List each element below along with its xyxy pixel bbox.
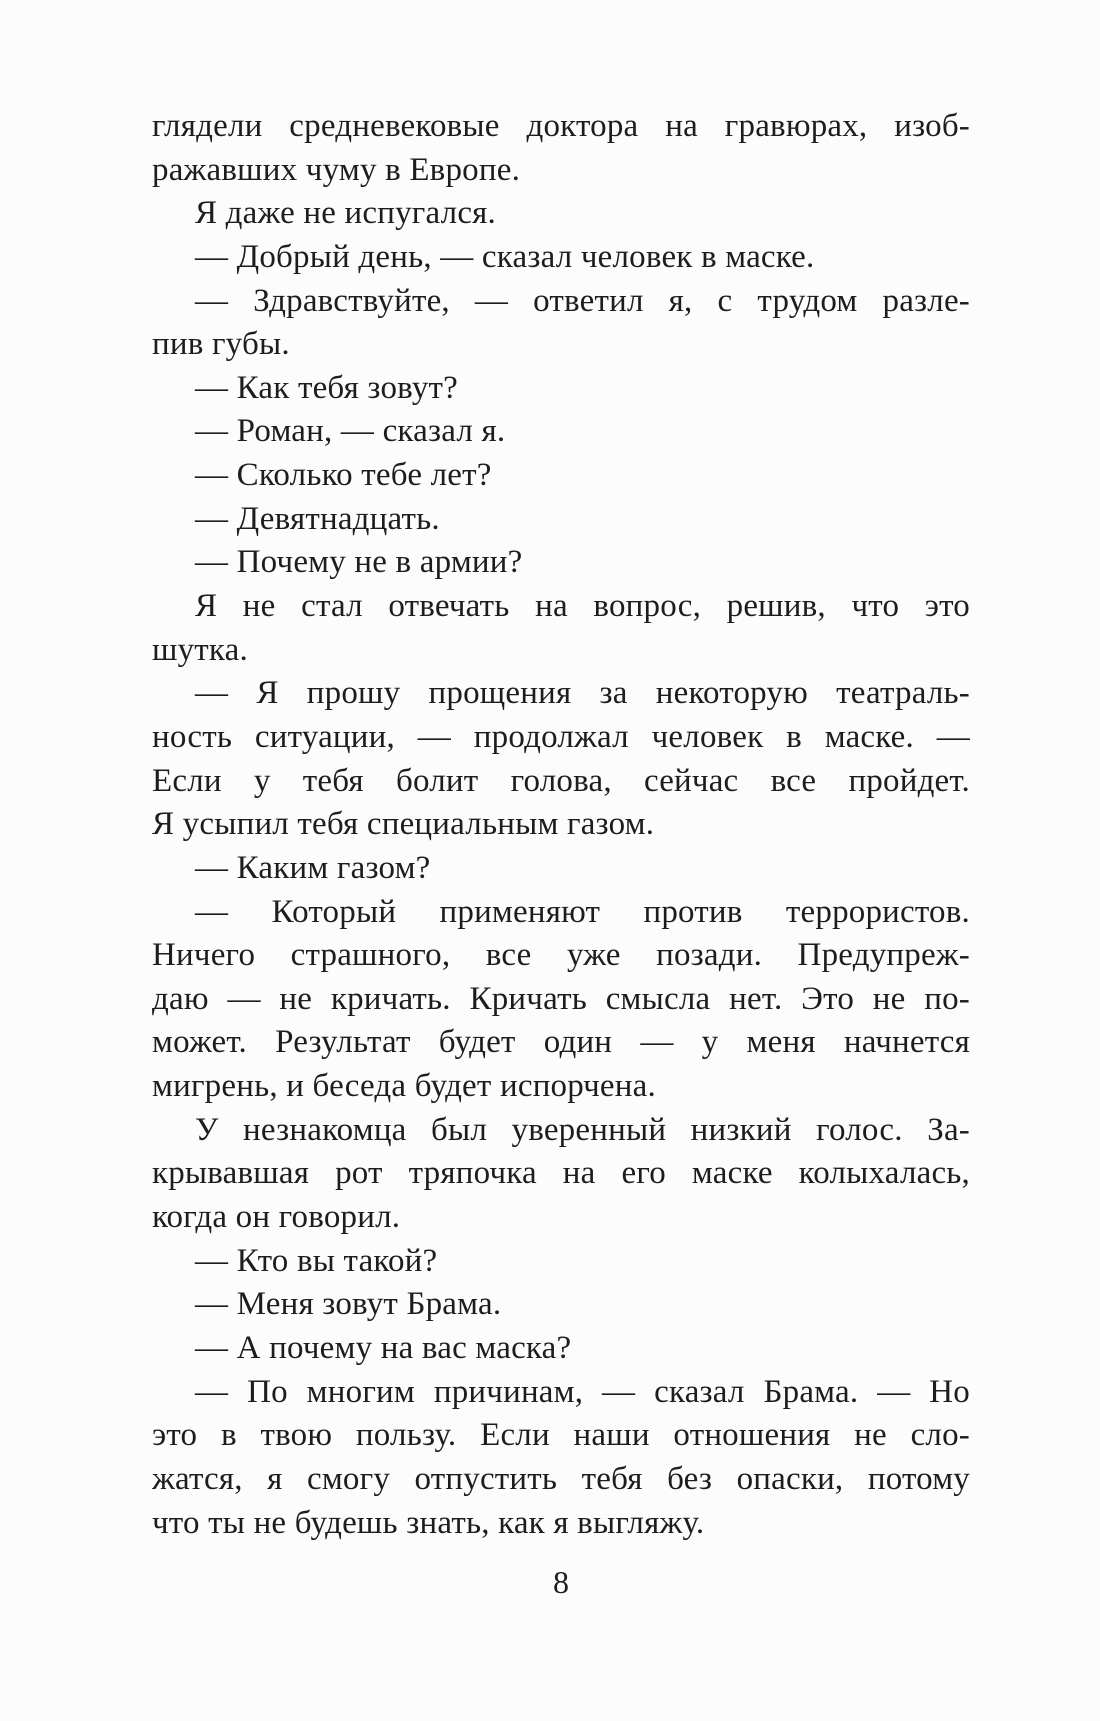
text-line: — Меня зовут Брама. [195, 1286, 502, 1323]
text-line: когда он говорил. [152, 1199, 401, 1236]
text-line: — Как тебя зовут? [195, 369, 458, 406]
text-line: это в твою пользу. Если наши отношения не сло- [152, 1417, 970, 1454]
page-number: 8 [553, 1564, 569, 1600]
text-line: жатся, я смогу отпустить тебя без опаски, потому [152, 1460, 970, 1497]
text-line: что ты не будешь знать, как я выгляжу. [152, 1504, 705, 1541]
text-line: — Девятнадцать. [195, 500, 440, 537]
text-line: шутка. [152, 631, 248, 668]
text-line: — Кто вы такой? [195, 1242, 438, 1279]
text-line: — А почему на вас маска? [195, 1329, 572, 1366]
text-line: У незнакомца был уверенный низкий голос. За- [195, 1111, 970, 1148]
text-line: даю — не кричать. Кричать смысла нет. Это не по- [152, 980, 970, 1017]
text-line: крывавшая рот тряпочка на его маске колыхалась, [152, 1155, 970, 1192]
text-block [152, 105, 970, 1545]
text-line: — Почему не в армии? [195, 544, 523, 581]
text-line: — Я прошу прощения за некоторую театраль- [195, 675, 970, 712]
text-line: ражавших чуму в Европе. [152, 151, 521, 188]
text-line: ность ситуации, — продолжал человек в маске. — [152, 718, 970, 755]
text-line: — Каким газом? [195, 849, 431, 886]
text-line: Я даже не испугался. [195, 195, 496, 232]
text-line: может. Результат будет один — у меня начнется [152, 1024, 970, 1061]
text-line: глядели средневековые доктора на гравюрах, изоб- [152, 108, 970, 144]
text-line: Ничего страшного, все уже позади. Предупреж- [152, 937, 970, 974]
text-line: Если у тебя болит голова, сейчас все пройдет. [152, 762, 970, 799]
text-line: пив губы. [152, 326, 290, 363]
text-line: Я усыпил тебя специальным газом. [152, 806, 655, 843]
text-line: Я не стал отвечать на вопрос, решив, что это [195, 588, 970, 625]
text-line: — По многим причинам, — сказал Брама. — Но [195, 1373, 970, 1410]
text-line: — Который применяют против террористов. [195, 893, 970, 930]
text-line: мигрень, и беседа будет испорчена. [152, 1068, 656, 1105]
text-line: — Здравствуйте, — ответил я, с трудом разле- [195, 282, 970, 319]
text-line: — Роман, — сказал я. [195, 413, 506, 450]
text-line: — Добрый день, — сказал человек в маске. [195, 238, 815, 275]
text-line: — Сколько тебе лет? [195, 457, 492, 494]
